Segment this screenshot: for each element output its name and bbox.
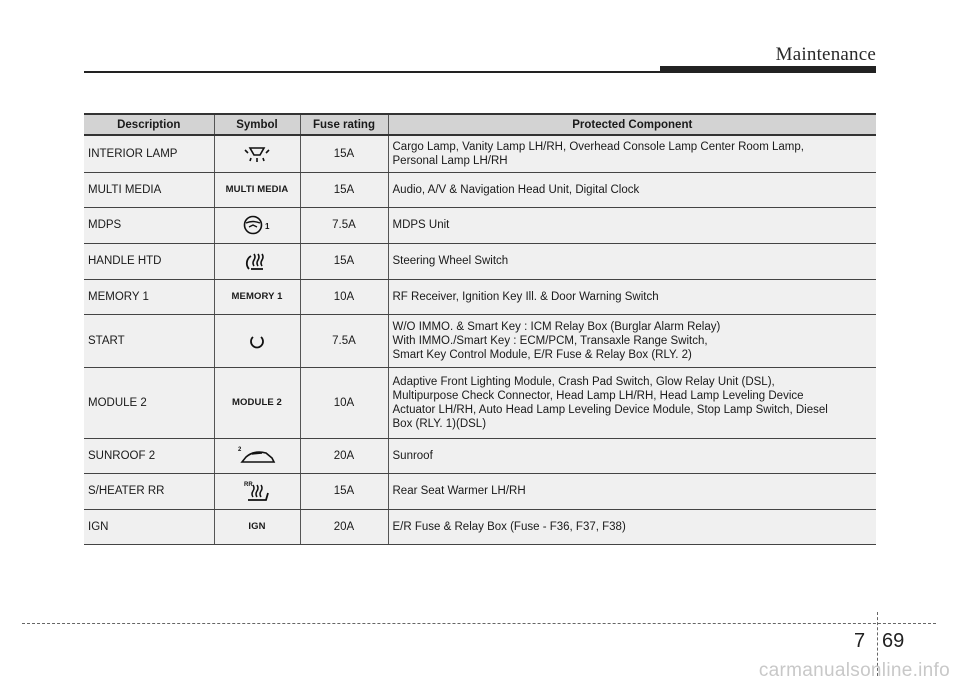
symbol-label: MEMORY 1 [231,291,283,302]
table-row [84,243,876,279]
table-row [84,172,876,207]
component-line: Steering Wheel Switch [392,255,509,267]
table-row [84,367,876,438]
row-symbol [214,314,300,367]
row-description: MULTI MEDIA [84,172,214,207]
table-header-row [84,114,876,135]
table-row [84,314,876,367]
row-protected-component [388,473,876,509]
row-description: MODULE 2 [84,367,214,438]
row-protected-component [388,438,876,473]
row-description: HANDLE HTD [84,243,214,279]
component-line: E/R Fuse & Relay Box (Fuse - F36, F37, F38) [392,520,626,533]
component-line: With IMMO./Smart Key : ECM/PCM, Transaxle Range Switch, [392,334,708,347]
component-line: RF Receiver, Ignition Key Ill. & Door Warning Switch [392,290,659,303]
row-protected-component [388,314,876,367]
header-rule-thick [660,66,876,73]
component-line: Multipurpose Check Connector, Head Lamp LH/RH, Head Lamp Leveling Device [392,389,804,402]
chapter-number: 7 [854,630,866,652]
header-rule-thin [84,71,664,73]
interior-lamp-icon [239,145,275,163]
component-line: Adaptive Front Lighting Module, Crash Pad Switch, Glow Relay Unit (DSL), [392,375,775,388]
row-symbol [214,438,300,473]
component-line: Box (RLY. 1)(DSL) [392,417,487,430]
column-header-protected-component: Protected Component [388,114,876,135]
row-symbol [214,473,300,509]
row-description: IGN [84,509,214,544]
sunroof-2-icon [236,444,278,468]
table-row [84,207,876,243]
row-symbol [214,509,300,544]
row-fuse-rating: 20A [300,438,388,473]
row-fuse-rating: 15A [300,473,388,509]
row-fuse-rating: 15A [300,135,388,172]
icon-caption: 2 [238,446,242,453]
component-line: Sunroof [392,449,433,462]
steering-wheel-1-icon [241,214,273,236]
row-description: SUNROOF 2 [84,438,214,473]
symbol-label: IGN [248,521,266,532]
row-fuse-rating: 15A [300,243,388,279]
row-description: MEMORY 1 [84,279,214,314]
row-fuse-rating: 7.5A [300,314,388,367]
row-fuse-rating: 10A [300,367,388,438]
table-row [84,135,876,172]
symbol-label: MODULE 2 [232,397,282,408]
row-fuse-rating: 10A [300,279,388,314]
row-protected-component [388,172,876,207]
component-line: Rear Seat Warmer LH/RH [392,485,526,497]
component-line: W/O IMMO. & Smart Key : ICM Relay Box (Burglar Alarm Relay) [392,320,721,333]
column-header-description: Description [84,114,214,135]
row-symbol [214,172,300,207]
table-row [84,438,876,473]
row-protected-component [388,367,876,438]
row-protected-component [388,243,876,279]
table-row [84,509,876,544]
heated-steering-icon [245,250,269,272]
component-line: Personal Lamp LH/RH [392,154,508,167]
row-symbol [214,279,300,314]
row-description: S/HEATER RR [84,473,214,509]
row-description: START [84,314,214,367]
row-symbol [214,207,300,243]
row-symbol [214,243,300,279]
start-icon [248,332,266,350]
table-row [84,279,876,314]
component-line: Audio, A/V & Navigation Head Unit, Digital Clock [392,183,640,196]
row-symbol [214,135,300,172]
row-protected-component [388,135,876,172]
page-number: 69 [882,630,905,652]
row-fuse-rating: 7.5A [300,207,388,243]
fuse-table [84,113,876,545]
icon-caption: 1 [265,222,270,231]
page-header-title: Maintenance [775,44,876,65]
component-line: Cargo Lamp, Vanity Lamp LH/RH, Overhead Console Lamp Center Room Lamp, [392,140,804,153]
row-fuse-rating: 20A [300,509,388,544]
seat-heater-rr-icon [242,479,272,503]
icon-caption: RR [244,482,253,488]
row-description: MDPS [84,207,214,243]
component-line: Actuator LH/RH, Auto Head Lamp Leveling Device Module, Stop Lamp Switch, Diesel [392,403,828,416]
watermark: carmanualsonline.info [758,660,950,681]
component-line: Smart Key Control Module, E/R Fuse & Relay Box (RLY. 2) [392,348,692,361]
row-symbol [214,367,300,438]
table-row [84,473,876,509]
component-line: MDPS Unit [392,219,450,231]
row-protected-component [388,279,876,314]
row-protected-component [388,509,876,544]
row-description: INTERIOR LAMP [84,135,214,172]
column-header-symbol: Symbol [214,114,300,135]
symbol-label: MULTI MEDIA [225,184,289,195]
row-protected-component [388,207,876,243]
row-fuse-rating: 15A [300,172,388,207]
column-header-fuse-rating: Fuse rating [300,114,388,135]
footer-dashed-rule [22,623,936,624]
